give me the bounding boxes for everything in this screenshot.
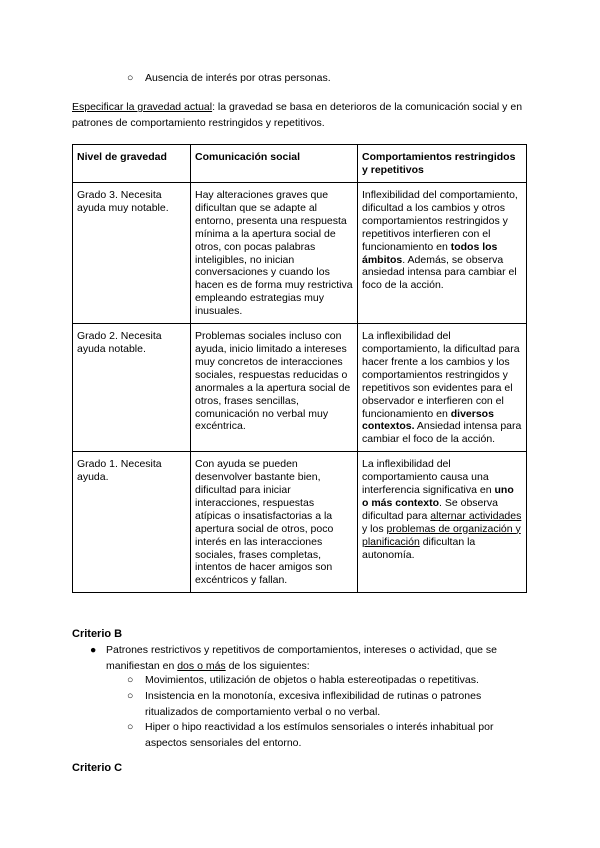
severity-intro-paragraph [72,100,542,131]
cell-level: Grado 2. Necesita ayuda notable. [73,324,191,452]
table-row [73,324,527,452]
cell-rrb [358,183,527,324]
cell-rrb-text: Ansiedad intensa para cambiar el foco de la acción. [362,420,522,446]
table-header-row [73,145,527,183]
hollow-bullet-icon: ○ [127,721,134,733]
severity-intro-link[interactable]: Especificar la gravedad actual [72,101,213,113]
header-social: Comunicación social [191,145,358,183]
cell-rrb-underlined: alternar actividades [430,509,522,522]
cell-rrb-text: . Además, se observa ansiedad intensa para cambiar el foco de la acción. [362,253,517,292]
header-rrb: Comportamientos restringidos y repetitivos [358,145,527,183]
severity-table [72,144,527,593]
cell-rrb-bold: todos los ámbitos [362,240,498,266]
cell-rrb-text: . Se observa dificultad para [362,496,498,522]
top-bullet-text: Ausencia de interés por otras personas. [145,72,331,84]
cell-social: Con ayuda se pueden desenvolver bastante bien, dificultad para iniciar interacciones, respuestas atípicas o insatisfactorias a la apertura social de otros, poco interés en las interacciones sociales, frases completas, intentos de hacer amigos son excéntricos y fallan. [191,452,358,593]
criterio-b-main-text-c: de los siguientes: [225,659,310,672]
cell-rrb-underlined: problemas de organización y planificación [362,522,521,548]
list-item-text: Movimientos, utilización de objetos o habla estereotipadas o repetitivas. [145,674,479,686]
criterio-b-heading: Criterio B [72,628,123,640]
hollow-bullet-icon: ○ [127,674,134,686]
cell-rrb-text: La inflexibilidad del comportamiento, la dificultad para hacer frente a los cambios y los comportamientos restringidos y repetitivos son evidentes para el observador e interfieren con el funcionamiento en [362,330,520,420]
header-level: Nivel de gravedad [73,145,191,183]
cell-rrb-text: dificultan la autonomía. [362,535,476,561]
criterio-b-main-text-a: Patrones restrictivos y repetitivos de comportamientos, intereses o actividad, que se manifiestan en [106,644,498,672]
cell-rrb-text: Inflexibilidad del comportamiento, dificultad a los cambios y otros comportamientos restringidos y repetitivos interfieren con el funcionamiento en [362,189,518,253]
criterio-b-main-underlined: dos o más [177,659,226,672]
table-row [73,183,527,324]
cell-rrb-text: y los [362,522,387,535]
hollow-bullet-icon: ○ [127,690,134,702]
filled-bullet-icon: ● [90,644,97,656]
cell-social: Problemas sociales incluso con ayuda, inicio limitado a intereses muy concretos de interacciones sociales, respuestas reducidas o anormales a la apertura social de otros, frases sencillas, comunicación no verbal muy excéntrica. [191,324,358,452]
severity-intro-text: : la gravedad se basa en deterioros de la comunicación social y en patrones de comportamiento restringidos y repetitivos. [72,101,523,129]
hollow-bullet-icon: ○ [127,72,134,84]
table-row [73,452,527,593]
cell-rrb [358,452,527,593]
cell-rrb [358,324,527,452]
cell-level: Grado 3. Necesita ayuda muy notable. [73,183,191,324]
cell-rrb-text: La inflexibilidad del comportamiento causa una interferencia significativa en [362,458,495,497]
list-item-text: Insistencia en la monotonía, excesiva inflexibilidad de rutinas o patrones ritualizados de comportamiento verbal o no verbal. [145,690,482,718]
cell-level: Grado 1. Necesita ayuda. [73,452,191,593]
list-item-text: Hiper o hipo reactividad a los estímulos sensoriales o interés inhabitual por aspectos sensoriales del entorno. [145,721,494,749]
cell-social: Hay alteraciones graves que dificultan que se adapte al entorno, presenta una respuesta mínima a la apertura social de otros, con pocas palabras inteligibles, no inician conversaciones y cuando los hacen es de forma muy restrictiva empleando estrategias muy inusuales. [191,183,358,324]
criterio-c-heading: Criterio C [72,762,123,774]
cell-rrb-bold: uno o más contexto [362,484,514,509]
cell-rrb-bold: diversos contextos. [362,407,494,433]
criterio-b-main-text [106,643,540,674]
